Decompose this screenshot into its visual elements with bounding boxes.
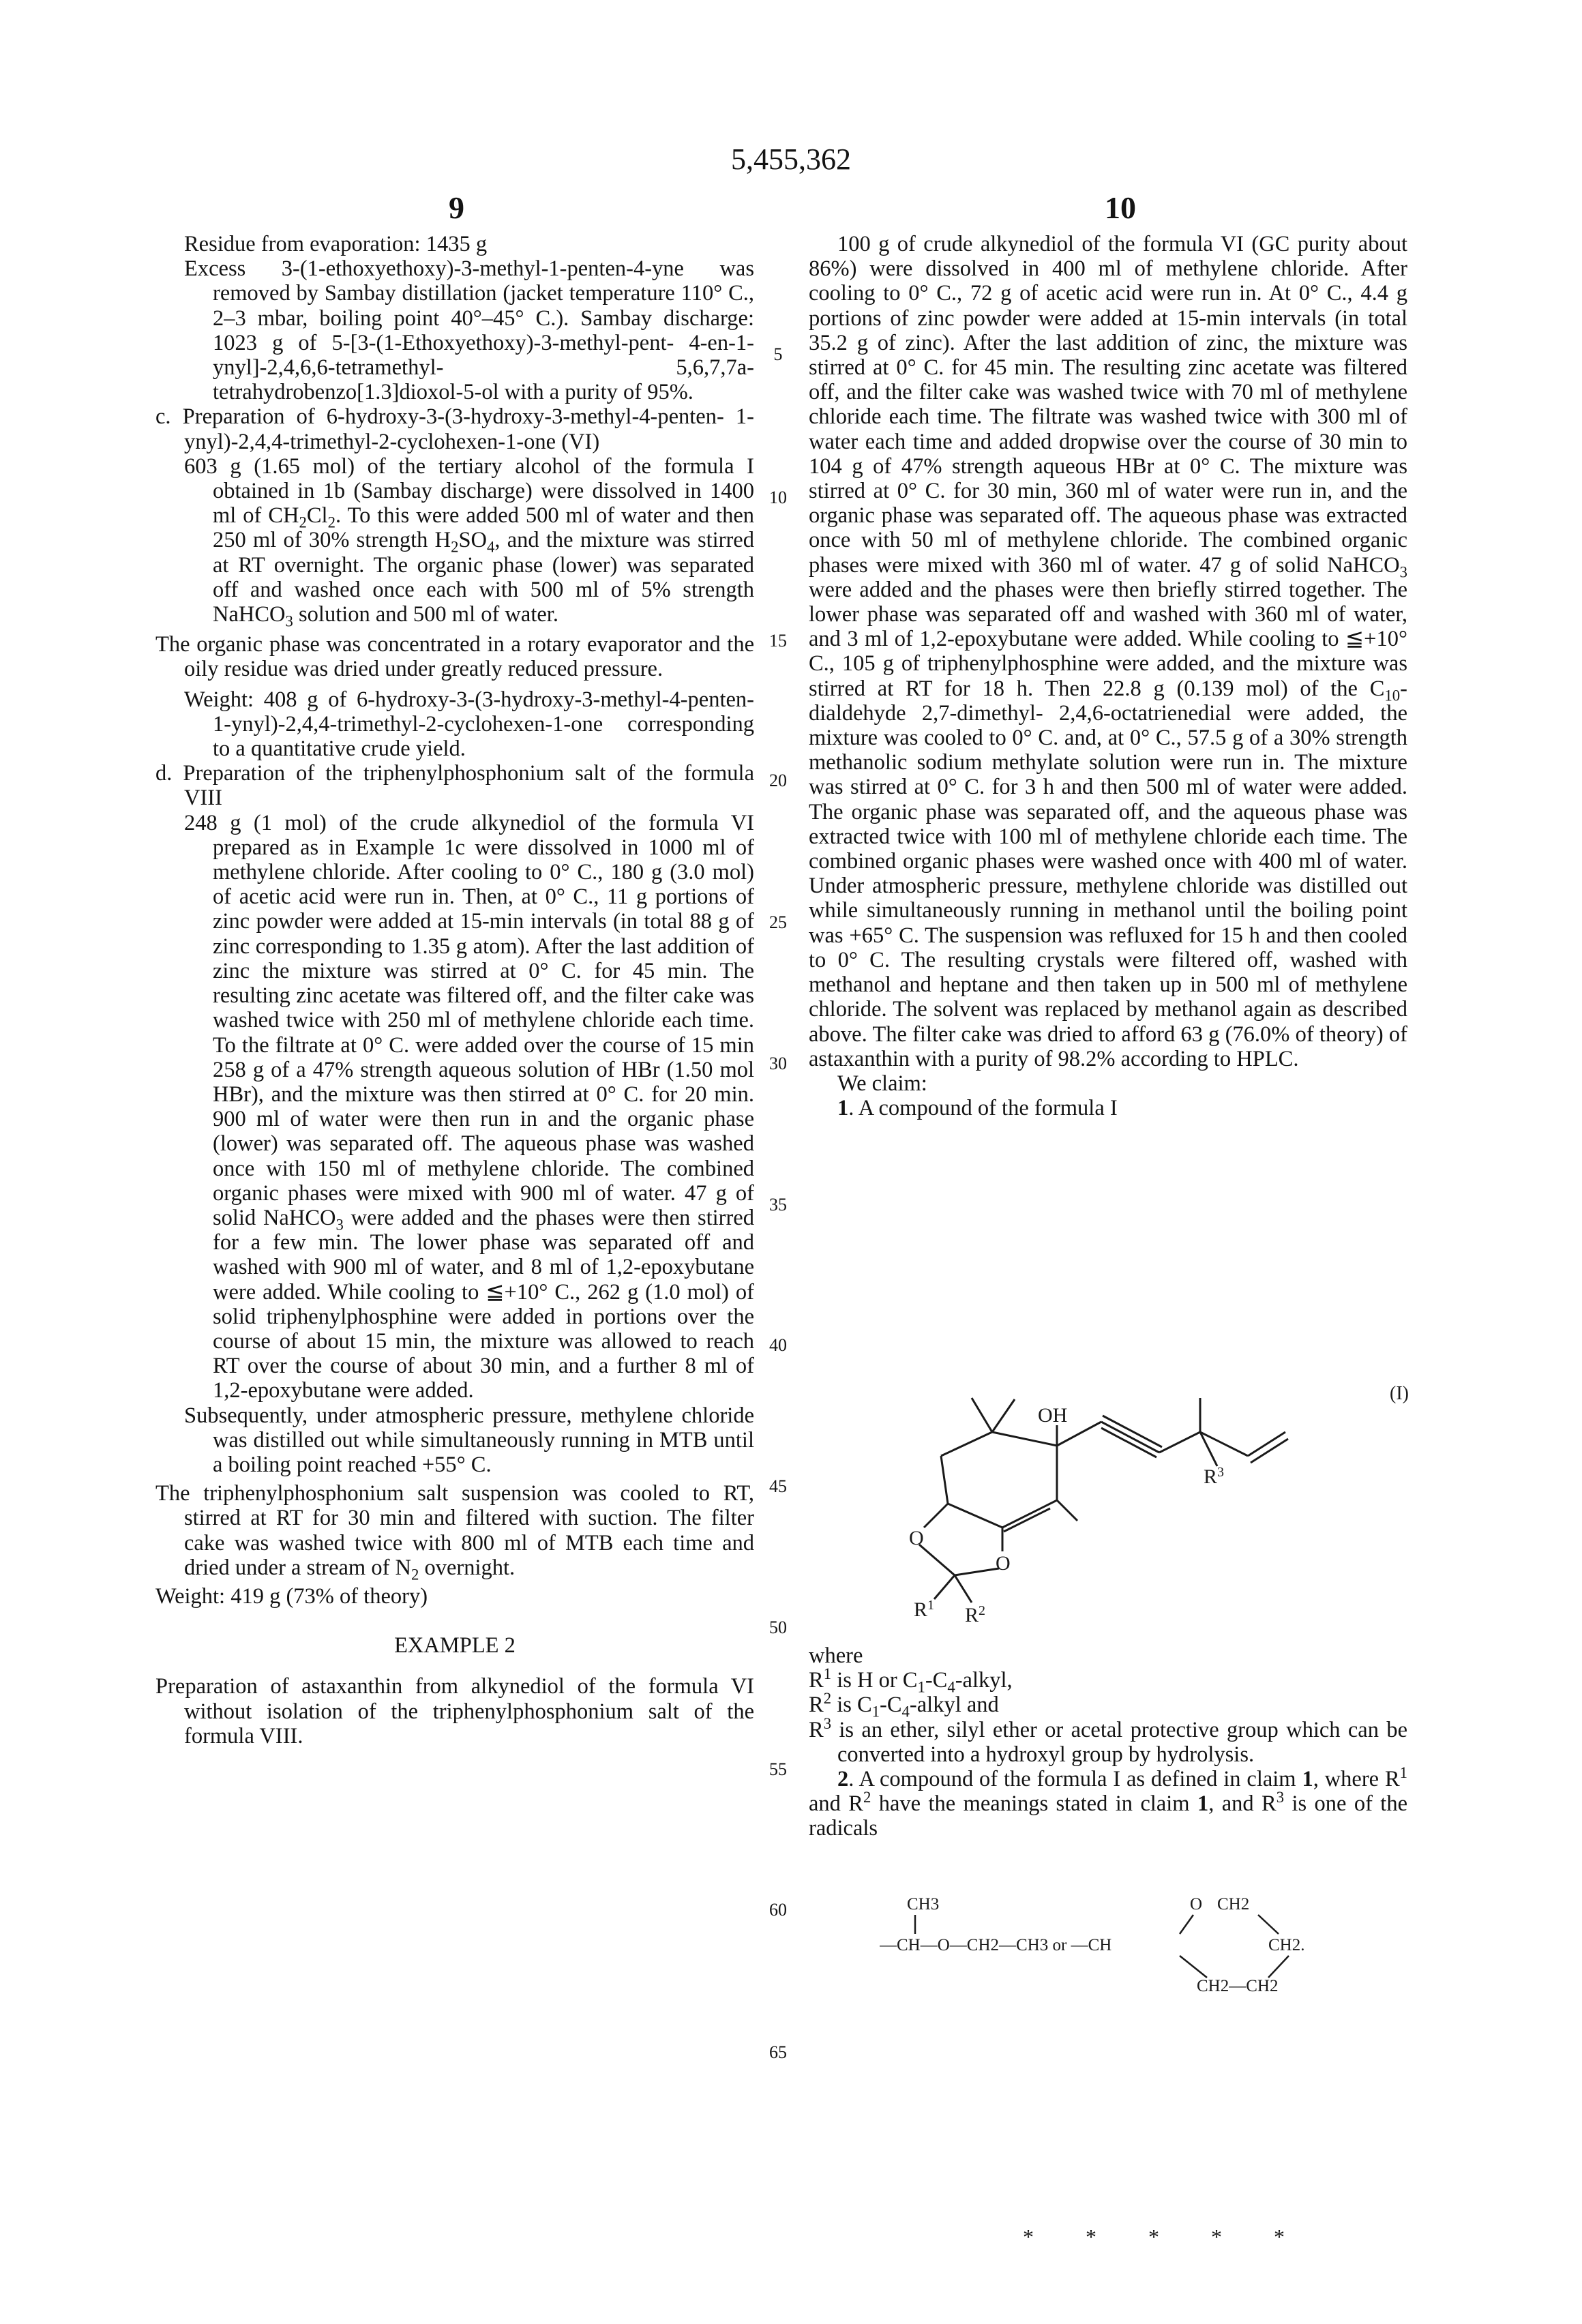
line-number: 25: [761, 912, 795, 933]
r3-definition: R3 is an ether, silyl ether or acetal protective group which can be converted into a hydroxyl group by hydrolysis.: [809, 1718, 1407, 1767]
step-c-heading: c. Preparation of 6-hydroxy-3-(3-hydroxy-3-methyl-4-penten- 1-ynyl)-2,4,4-trimethyl-2-cyclohexen-1-one (VI): [155, 404, 754, 453]
acyclic-radical: —CH—O—CH2—CH3 or —CH: [880, 1936, 1111, 1954]
excess-paragraph: Excess 3-(1-ethoxyethoxy)-3-methyl-1-penten-4-yne was removed by Sambay distillation (jacket temperature 110° C., 2–3 mbar, boiling point 40°–45° C.). Sambay discharge: 1023 g of 5-[3-(1-Ethoxyethoxy)-3-methyl-pent- 4-en-1-ynyl]-2,4,6,6-tetramethyl- 5,6,7,7a-tetrahydrobenzo[1.3]dioxol-5-ol with a purity of 95%.: [155, 256, 754, 404]
step-d-weight: Weight: 419 g (73% of theory): [155, 1584, 754, 1609]
ring-ch2-right: CH2.: [1268, 1936, 1304, 1954]
methyl-bond: [1057, 1500, 1077, 1521]
r2-label: R2: [965, 1603, 985, 1626]
formula-i-structure: [859, 1357, 1432, 1643]
step-d-paragraph-1: 248 g (1 mol) of the crude alkynediol of the formula VI prepared as in Example 1c were dissolved in 1000 ml of methylene chloride. After cooling to 0° C., 180 g (3.0 mol) of acetic acid were run in. Then, at 0° C., 11 g portions of zinc powder were added at 15-min intervals (in total 88 g of zinc corresponding to 1.35 g atom). After the last addition of zinc the mixture was stirred at 0° C. for 45 min. The resulting zinc acetate was filtered off, and the filter cake was washed twice with 250 ml of methylene chloride each time. To the filtrate at 0° C. were added over the course of 15 min 258 g of a 47% strength aqueous solution of HBr (1.50 mol HBr), and the mixture was then stirred at 0° C. for 20 min. 900 ml of water were then run in and the organic phase (lower) was separated off. The aqueous phase was washed once with 150 ml of methylene chloride. The combined organic phases were mixed with 900 ml of water. 47 g of solid NaHCO3 were added and the phases were then stirred for a few min. The lower phase was separated off and washed with 900 ml of water, and 8 ml of 1,2-epoxybutane were added. While cooling to ≦+10° C., 262 g (1.0 mol) of solid triphenylphosphine were added in portions over the course of about 15 min, the mixture was allowed to reach RT over the course of about 30 min, and a further 8 ml of 1,2-epoxybutane were added.: [155, 811, 754, 1403]
line-number: 5: [761, 344, 795, 365]
claim-1: 1. A compound of the formula I: [809, 1096, 1407, 1120]
example-2-intro: Preparation of astaxanthin from alkynediol of the formula VI without isolation of the triphenylphosphonium salt of the formula VIII.: [155, 1674, 754, 1748]
r2-definition: R2 is C1-C4-alkyl and: [809, 1693, 1407, 1717]
alkyne-bond: [1101, 1428, 1156, 1457]
left-column-number: 9: [449, 190, 464, 226]
we-claim: We claim:: [809, 1071, 1407, 1096]
ring-bond: [992, 1432, 1057, 1446]
line-number: 20: [761, 771, 795, 791]
line-number: 15: [761, 631, 795, 651]
line-number: 40: [761, 1335, 795, 1356]
methyl-bond: [992, 1399, 1015, 1432]
right-column: [809, 232, 1407, 1120]
line-number: 60: [761, 1900, 795, 1920]
dioxolane-bond: [919, 1545, 955, 1575]
ring-bond: [941, 1456, 948, 1504]
ring-bond: [1268, 1956, 1289, 1978]
vinyl-bond: [1200, 1432, 1248, 1456]
step-c-paragraph-2: The organic phase was concentrated in a rotary evaporator and the oily residue was dried under greatly reduced pressure.: [155, 632, 754, 681]
methyl-label: CH3: [907, 1895, 939, 1913]
oh-label: OH: [1038, 1404, 1067, 1427]
line-number: 50: [761, 1618, 795, 1638]
claim-2: 2. A compound of the formula I as defined in claim 1, where R1 and R2 have the meanings stated in claim 1, and R3 is one of the radicals: [809, 1767, 1407, 1841]
step-c-paragraph-1: 603 g (1.65 mol) of the tertiary alcohol of the formula I obtained in 1b (Sambay discharge) were dissolved in 1400 ml of CH2Cl2. To this were added 500 ml of water and then 250 ml of 30% strength H2SO4, and the mixture was stirred at RT overnight. The organic phase (lower) was separated off and washed once each with 500 ml of 5% strength NaHCO3 solution and 500 ml of water.: [155, 454, 754, 627]
example-2-heading: EXAMPLE 2: [155, 1633, 754, 1658]
step-c-weight: Weight: 408 g of 6-hydroxy-3-(3-hydroxy-3-methyl-4-penten- 1-ynyl)-2,4,4-trimethyl-2-cyclohexen-1-one corresponding to a quantitative crude yield.: [155, 687, 754, 762]
step-d-paragraph-3: The triphenylphosphonium salt suspension was cooled to RT, stirred at RT for 30 min and filtered with suction. The filter cake was washed twice with 800 ml of MTB each time and dried under a stream of N2 overnight.: [155, 1481, 754, 1580]
line-number: 45: [761, 1476, 795, 1497]
dioxolane-bond: [924, 1504, 948, 1528]
r1-bond: [934, 1575, 955, 1599]
r2-bond: [955, 1575, 972, 1603]
ring-o-label: O: [1190, 1895, 1202, 1913]
ring-ch2-top: CH2: [1217, 1895, 1249, 1913]
radicals-structure: [880, 1889, 1316, 2025]
ring-bond: [1180, 1956, 1207, 1978]
residue-line: Residue from evaporation: 1435 g: [155, 232, 754, 256]
r3-label: R3: [1204, 1465, 1224, 1488]
step-d-paragraph-2: Subsequently, under atmospheric pressure, methylene chloride was distilled out while simultaneously running in MTB until a boiling point reached +55° C.: [155, 1403, 754, 1478]
ring-bond: [948, 1504, 1002, 1528]
step-d-heading: d. Preparation of the triphenylphosphonium salt of the formula VIII: [155, 761, 754, 810]
r1-label: R1: [914, 1598, 934, 1621]
formula-label: (I): [1390, 1383, 1409, 1404]
line-number: 65: [761, 2042, 795, 2063]
left-column: [155, 232, 754, 1748]
ring-bond: [1002, 1500, 1057, 1528]
chain-bond: [1159, 1432, 1200, 1452]
ring-bond: [1180, 1915, 1193, 1934]
ring-oxygen-label: O: [996, 1552, 1011, 1575]
r1-definition: R1 is H or C1-C4-alkyl,: [809, 1668, 1407, 1693]
line-number: 30: [761, 1054, 795, 1074]
ring-double-bond: [1004, 1508, 1050, 1532]
end-marker: * * * * *: [1023, 2224, 1308, 2250]
ring-ch2-bottom: CH2—CH2: [1197, 1977, 1278, 1995]
line-number: 35: [761, 1195, 795, 1215]
claims-definitions: [809, 1643, 1407, 1841]
alkyne-bond: [1103, 1416, 1162, 1447]
line-number: 10: [761, 488, 795, 508]
right-column-number: 10: [1105, 190, 1136, 226]
dioxolane-bond: [955, 1568, 999, 1575]
ring-oxygen-label: O: [909, 1527, 924, 1549]
alkyne-bond: [1101, 1422, 1159, 1452]
methyl-bond: [972, 1398, 992, 1432]
where-label: where: [809, 1643, 1407, 1668]
line-number: 55: [761, 1759, 795, 1780]
example-2-paragraph: 100 g of crude alkynediol of the formula VI (GC purity about 86%) were dissolved in 400 ml of methylene chloride. After cooling to 0° C., 72 g of acetic acid were run in. At 0° C., 4.4 g portions of zinc powder were added at 15-min intervals (in total 35.2 g of zinc). After the last addition of zinc, the mixture was stirred at 0° C. for 45 min. The resulting zinc acetate was filtered off, and the filter cake was washed twice with 70 ml of methylene chloride each time. The filtrate was washed twice with 300 ml of water each time and added dropwise over the course of 30 min to 104 g of 47% strength aqueous HBr at 0° C. The mixture was stirred at 0° C. for 30 min, 360 ml of water were run in, and the organic phase was separated off. The aqueous phase was extracted once with 50 ml of methylene chloride. The combined organic phases were mixed with 360 ml of water. 47 g of solid NaHCO3 were added and the phases were then briefly stirred together. The lower phase was separated off and washed with 360 ml of water, and 3 ml of 1,2-epoxybutane were added. While cooling to ≦+10° C., 105 g of triphenylphosphine were added, and the mixture was stirred at RT for 18 h. Then 22.8 g (0.139 mol) of the C10-dialdehyde 2,7-dimethyl- 2,4,6-octatrienedial were added, the mixture was cooled to 0° C. and, at 0° C., 57.5 g of a 30% strength methanolic sodium methylate solution were run in. The mixture was stirred at 0° C. for 3 h and then 500 ml of water were added. The organic phase was separated off, and the aqueous phase was extracted twice with 100 ml of methylene chloride each time. The combined organic phases were washed once with 400 ml of water. Under atmospheric pressure, methylene chloride was distilled out while simultaneously running in methanol until the boiling point was +65° C. The suspension was refluxed for 15 h and then cooled to 0° C. The resulting crystals were filtered off, washed with methanol and heptane and then taken up in 500 ml of methylene chloride. The solvent was replaced by methanol again as described above. The filter cake was dried to afford 63 g (76.0% of theory) of astaxanthin with a purity of 98.2% according to HPLC.: [809, 232, 1407, 1071]
ring-bond: [941, 1432, 992, 1456]
ring-bond: [1258, 1915, 1279, 1934]
patent-number: 5,455,362: [682, 142, 900, 177]
